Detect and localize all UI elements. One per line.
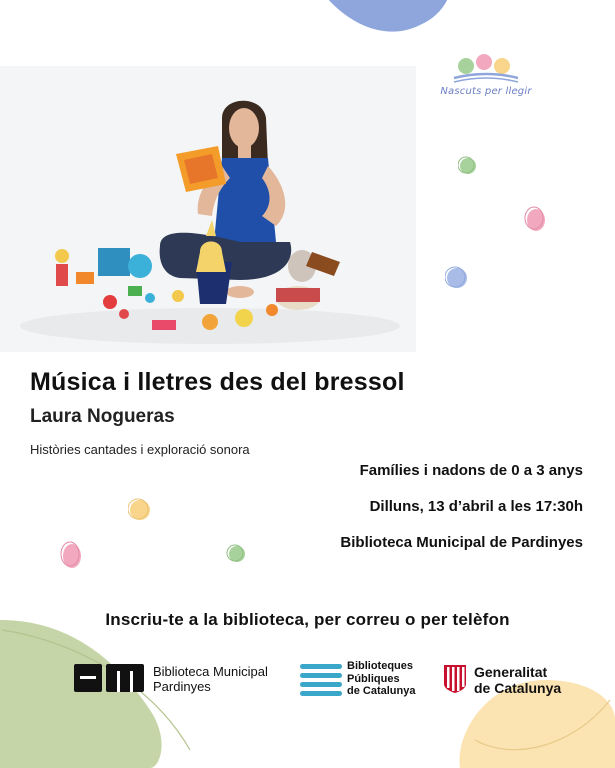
bpc-logo-icon [300,664,342,696]
event-audience: Famílies i nadons de 0 a 3 anys [359,462,583,479]
gencat-logo-text [474,664,561,696]
bm-line2: Pardinyes [153,679,211,694]
bpc-line2: Públiques [347,672,400,685]
decorative-dot-green-2 [226,544,248,564]
gencat-logo-icon [443,664,467,694]
decorative-dot-pink-2 [60,540,84,570]
event-title: Música i lletres des del bressol [30,368,405,396]
nascuts-per-llegir-logo [440,52,532,104]
gencat-line2: de Catalunya [474,680,562,696]
photo-woman-reading-with-toys-icon [0,66,416,352]
decorative-dot-yellow [128,498,152,522]
nascuts-per-llegir-text: Nascuts per llegir [440,86,532,97]
bpc-line1: Biblioteques [347,660,414,672]
bm-line1: Biblioteca Municipal [153,664,268,679]
nascuts-per-llegir-icon [440,52,532,86]
decorative-dot-green [458,156,478,176]
registration-cta: Inscriu-te a la biblioteca, per correu o per telèfon [105,610,510,629]
decorative-dot-blue [445,266,469,290]
event-author: Laura Nogueras [30,406,175,427]
bm-logo-text [153,664,268,694]
bpc-logo-text [347,660,415,698]
event-subtitle: Històries cantades i exploració sonora [30,442,250,457]
event-datetime: Dilluns, 13 d’abril a les 17:30h [369,498,583,515]
bpc-line3: de Catalunya [347,685,416,697]
gencat-line1: Generalitat [474,664,548,680]
bm-logo-icon [74,664,144,692]
event-venue: Biblioteca Municipal de Pardinyes [340,534,583,551]
event-photo [0,66,416,352]
decorative-blob-blue [290,0,465,55]
decorative-dot-pink [524,204,548,234]
